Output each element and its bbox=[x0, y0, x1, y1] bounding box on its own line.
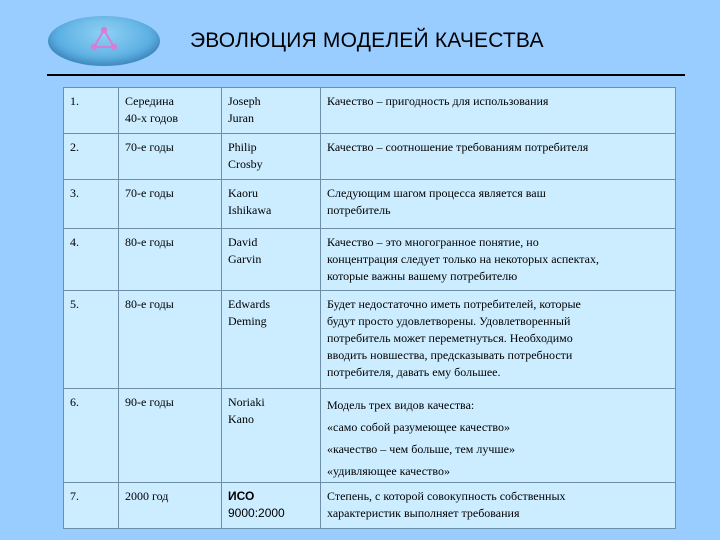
description-line: «качество – чем больше, тем лучше» bbox=[327, 442, 515, 456]
period-line: Середина bbox=[125, 94, 174, 108]
title-divider bbox=[47, 74, 685, 76]
description-cell bbox=[321, 180, 676, 229]
author-line: Juran bbox=[228, 111, 254, 125]
description-cell bbox=[321, 229, 676, 291]
description-line: характеристик выполняет требования bbox=[327, 506, 520, 520]
author-cell bbox=[222, 88, 321, 134]
description-line: потребителя, давать ему большее. bbox=[327, 365, 501, 379]
period-cell bbox=[119, 134, 222, 180]
author-cell bbox=[222, 229, 321, 291]
row-number: 5. bbox=[64, 291, 119, 389]
description-cell bbox=[321, 291, 676, 389]
author-cell bbox=[222, 483, 321, 529]
author-cell bbox=[222, 134, 321, 180]
author-cell bbox=[222, 389, 321, 483]
description-line: Модель трех видов качества: bbox=[327, 398, 475, 412]
row-number: 3. bbox=[64, 180, 119, 229]
description-line: Качество – соотношение требованиям потребителя bbox=[327, 140, 589, 154]
author-cell bbox=[222, 180, 321, 229]
period-line: 70-е годы bbox=[125, 186, 174, 200]
author-line: Joseph bbox=[228, 94, 261, 108]
table-row bbox=[64, 134, 676, 180]
description-cell bbox=[321, 88, 676, 134]
author-line: Edwards bbox=[228, 297, 270, 311]
period-cell bbox=[119, 180, 222, 229]
row-number: 1. bbox=[64, 88, 119, 134]
table-row bbox=[64, 389, 676, 483]
author-line: Kaoru bbox=[228, 186, 258, 200]
author-cell bbox=[222, 291, 321, 389]
table-row bbox=[64, 229, 676, 291]
author-line: Philip bbox=[228, 140, 257, 154]
period-line: 80-е годы bbox=[125, 235, 174, 249]
description-cell bbox=[321, 483, 676, 529]
table-row bbox=[64, 291, 676, 389]
description-line: Качество – пригодность для использования bbox=[327, 94, 549, 108]
description-line: вводить новшества, предсказывать потребности bbox=[327, 348, 573, 362]
description-line: которые важны вашему потребителю bbox=[327, 269, 518, 283]
table-row bbox=[64, 180, 676, 229]
description-cell bbox=[321, 389, 676, 483]
description-line: будут просто удовлетворены. Удовлетворенный bbox=[327, 314, 571, 328]
author-line: David bbox=[228, 235, 258, 249]
description-line: «удивляющее качество» bbox=[327, 464, 450, 478]
period-cell bbox=[119, 88, 222, 134]
period-line: 90-е годы bbox=[125, 395, 174, 409]
author-line: Deming bbox=[228, 314, 267, 328]
period-cell bbox=[119, 291, 222, 389]
description-line: Будет недостаточно иметь потребителей, которые bbox=[327, 297, 581, 311]
description-line: концентрация следует только на некоторых аспектах, bbox=[327, 252, 599, 266]
row-number: 7. bbox=[64, 483, 119, 529]
author-line: 9000:2000 bbox=[228, 506, 285, 520]
period-line: 2000 год bbox=[125, 489, 169, 503]
description-line: Качество – это многогранное понятие, но bbox=[327, 235, 539, 249]
description-line: потребитель bbox=[327, 203, 391, 217]
description-cell bbox=[321, 134, 676, 180]
table-row bbox=[64, 483, 676, 529]
period-line: 80-е годы bbox=[125, 297, 174, 311]
row-number: 6. bbox=[64, 389, 119, 483]
table-row bbox=[64, 88, 676, 134]
description-line: потребитель может переметнуться. Необходимо bbox=[327, 331, 573, 345]
period-line: 40-х годов bbox=[125, 111, 179, 125]
author-line: Garvin bbox=[228, 252, 262, 266]
page-title: ЭВОЛЮЦИЯ МОДЕЛЕЙ КАЧЕСТВА bbox=[190, 29, 544, 52]
period-line: 70-е годы bbox=[125, 140, 174, 154]
row-number: 2. bbox=[64, 134, 119, 180]
author-line: ИСО bbox=[228, 489, 255, 503]
author-line: Crosby bbox=[228, 157, 263, 171]
description-line: «само собой разумеющее качество» bbox=[327, 420, 510, 434]
logo bbox=[48, 16, 160, 66]
author-line: Ishikawa bbox=[228, 203, 272, 217]
period-cell bbox=[119, 389, 222, 483]
description-line: Степень, с которой совокупность собственных bbox=[327, 489, 566, 503]
triangle-nodes-icon bbox=[89, 26, 119, 52]
period-cell bbox=[119, 483, 222, 529]
period-cell bbox=[119, 229, 222, 291]
author-line: Noriaki bbox=[228, 395, 265, 409]
author-line: Kano bbox=[228, 412, 254, 426]
description-line: Следующим шагом процесса является ваш bbox=[327, 186, 546, 200]
row-number: 4. bbox=[64, 229, 119, 291]
quality-models-table bbox=[63, 87, 676, 529]
